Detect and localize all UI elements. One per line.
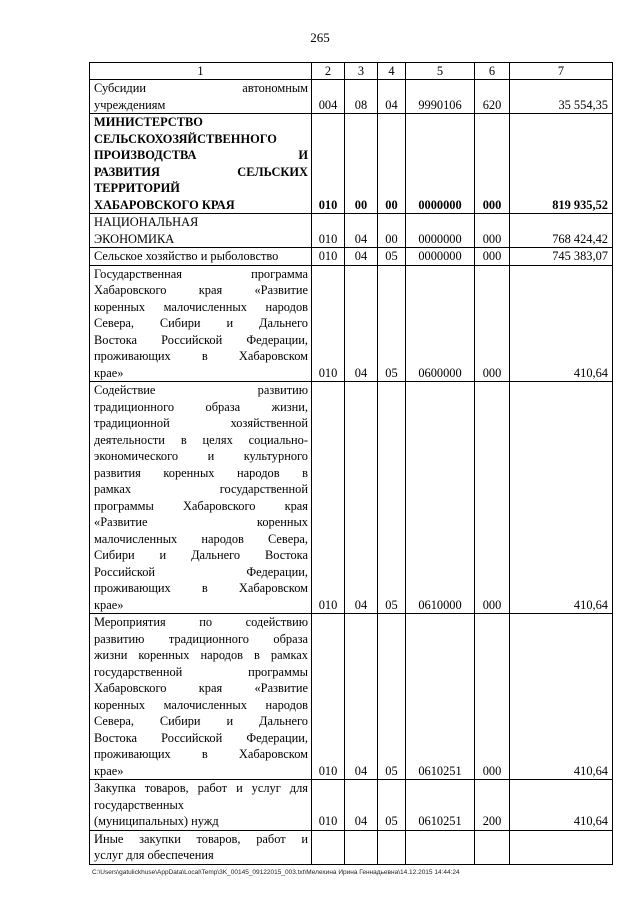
row-code-cell-2: 004 [312, 80, 345, 114]
row-code-cell-7: 35 554,35 [510, 80, 613, 114]
row-name-line: проживающих в Хабаровском [94, 581, 308, 595]
row-code-cell-3: 00 [345, 114, 378, 214]
row-name-line: Закупка товаров, работ и услуг для [94, 781, 308, 795]
row-code-cell-4: 05 [378, 780, 406, 831]
header-cell: 4 [378, 63, 406, 80]
row-name-cell [90, 614, 312, 780]
row-code-cell-6: 200 [475, 780, 510, 831]
row-name-cell [90, 830, 312, 864]
row-code-cell-2: 010 [312, 114, 345, 214]
table-row [90, 80, 613, 114]
row-code-cell-6: 000 [475, 265, 510, 382]
row-code-cell-7: 768 424,42 [510, 214, 613, 248]
row-name-line: Сельское хозяйство и рыболовство [94, 249, 279, 263]
row-code-cell-7 [510, 830, 613, 864]
row-code-cell-2: 010 [312, 248, 345, 266]
row-name-line: малочисленных народов Севера, [94, 531, 308, 546]
row-name-line: РАЗВИТИЯ СЕЛЬСКИХ [94, 164, 308, 179]
row-name-line: НАЦИОНАЛЬНАЯ [94, 215, 199, 229]
row-name-line: Востока Российской Федерации, [94, 730, 308, 745]
row-name-line: проживающих в Хабаровском [94, 349, 308, 363]
table-row [90, 780, 613, 831]
header-cell: 2 [312, 63, 345, 80]
row-code-cell-6 [475, 830, 510, 864]
row-code-cell-3 [345, 830, 378, 864]
row-code-cell-5: 0000000 [406, 248, 475, 266]
row-name-line: Хабаровского края «Развитие [94, 283, 308, 297]
row-code-cell-5: 0610000 [406, 382, 475, 614]
row-name-cell [90, 114, 312, 214]
row-name-line: СЕЛЬСКОХОЗЯЙСТВЕННОГО [94, 131, 277, 146]
row-name-line: МИНИСТЕРСТВО [94, 115, 203, 129]
row-code-cell-5: 0600000 [406, 265, 475, 382]
budget-table [89, 62, 613, 865]
row-code-cell-6: 000 [475, 214, 510, 248]
row-name-line: Российской Федерации, [94, 564, 308, 579]
row-code-cell-5: 9990106 [406, 80, 475, 114]
row-code-cell-3: 04 [345, 780, 378, 831]
row-code-cell-4: 00 [378, 214, 406, 248]
row-code-cell-6: 000 [475, 248, 510, 266]
row-code-cell-7: 819 935,52 [510, 114, 613, 214]
row-name-line: экономического и культурного [94, 449, 308, 463]
row-name-line: деятельности в целях социально- [94, 432, 308, 447]
row-code-cell-6: 000 [475, 382, 510, 614]
table-header-row [90, 63, 613, 80]
row-code-cell-2: 010 [312, 214, 345, 248]
row-code-cell-2: 010 [312, 614, 345, 780]
row-name-line: государственной программы [94, 664, 308, 679]
row-code-cell-4: 05 [378, 248, 406, 266]
row-name-cell [90, 382, 312, 614]
row-name-line: проживающих в Хабаровском [94, 747, 308, 761]
row-code-cell-4: 05 [378, 265, 406, 382]
row-name-line: традиционной хозяйственной [94, 416, 308, 430]
row-name-cell [90, 265, 312, 382]
row-code-cell-5: 0000000 [406, 214, 475, 248]
row-name-line: Государственная программа [94, 266, 308, 281]
row-name-cell [90, 248, 312, 266]
table-row [90, 265, 613, 382]
row-name-line: (муниципальных) нужд [94, 814, 219, 828]
row-code-cell-2: 010 [312, 382, 345, 614]
row-code-cell-7: 410,64 [510, 382, 613, 614]
table-row [90, 830, 613, 864]
row-code-cell-6: 620 [475, 80, 510, 114]
row-code-cell-2 [312, 830, 345, 864]
row-name-line: Содействие развитию [94, 383, 308, 397]
row-name-line: крае» [94, 365, 124, 380]
row-code-cell-7: 410,64 [510, 780, 613, 831]
row-name-cell [90, 214, 312, 248]
row-code-cell-4: 00 [378, 114, 406, 214]
row-code-cell-7: 410,64 [510, 265, 613, 382]
row-code-cell-4: 05 [378, 614, 406, 780]
row-code-cell-7: 745 383,07 [510, 248, 613, 266]
row-code-cell-3: 04 [345, 614, 378, 780]
row-code-cell-2: 010 [312, 780, 345, 831]
table-row [90, 114, 613, 214]
row-code-cell-6: 000 [475, 114, 510, 214]
header-cell: 5 [406, 63, 475, 80]
row-code-cell-3: 08 [345, 80, 378, 114]
row-code-cell-4: 05 [378, 382, 406, 614]
row-code-cell-3: 04 [345, 214, 378, 248]
row-code-cell-6: 000 [475, 614, 510, 780]
row-name-line: крае» [94, 763, 124, 778]
row-name-line: Мероприятия по содействию [94, 615, 308, 629]
header-cell: 3 [345, 63, 378, 80]
row-name-line: развитию традиционного образа [94, 631, 308, 646]
row-code-cell-5: 0610251 [406, 780, 475, 831]
row-name-line: крае» [94, 597, 124, 612]
table-row [90, 614, 613, 780]
row-code-cell-5: 0610251 [406, 614, 475, 780]
header-cell: 6 [475, 63, 510, 80]
row-name-line: Иные закупки товаров, работ и [94, 831, 308, 846]
row-name-line: коренных малочисленных народов [94, 697, 308, 712]
row-name-line: развития коренных народов в [94, 465, 308, 480]
row-code-cell-4 [378, 830, 406, 864]
row-code-cell-5 [406, 830, 475, 864]
row-name-line: ТЕРРИТОРИЙ [94, 181, 180, 195]
table-row [90, 214, 613, 248]
row-name-line: Востока Российской Федерации, [94, 332, 308, 347]
header-cell: 7 [510, 63, 613, 80]
row-name-line: Сибири и Дальнего Востока [94, 548, 308, 562]
row-code-cell-5: 0000000 [406, 114, 475, 214]
row-name-cell [90, 780, 312, 831]
row-code-cell-7: 410,64 [510, 614, 613, 780]
header-cell: 1 [90, 63, 312, 80]
row-name-line: государственных [94, 797, 185, 812]
row-name-line: Севера, Сибири и Дальнего [94, 316, 308, 330]
row-name-line: «Развитие коренных [94, 515, 308, 529]
row-name-line: ПРОИЗВОДСТВА И [94, 148, 308, 162]
row-code-cell-4: 04 [378, 80, 406, 114]
row-name-line: Хабаровского края «Развитие [94, 681, 308, 695]
row-name-line: рамках государственной [94, 482, 308, 496]
row-name-line: жизни коренных народов в рамках [94, 648, 308, 662]
page-number: 265 [310, 30, 330, 45]
row-name-line: ЭКОНОМИКА [94, 231, 175, 246]
row-name-line: Субсидии автономным [94, 81, 308, 95]
row-code-cell-2: 010 [312, 265, 345, 382]
row-name-cell [90, 80, 312, 114]
file-path-footer: C:\Users\gatulickhuse\AppData\Local\Temp\3K_00145_09122015_003.txt\Мелехина Ирина Геннадьевна\14.12.2015 14:44:24 [92, 869, 460, 876]
row-name-line: услуг для обеспечения [94, 848, 214, 862]
row-name-line: традиционного образа жизни, [94, 399, 308, 414]
row-name-line: программы Хабаровского края [94, 498, 308, 513]
row-name-line: учреждениям [94, 97, 166, 112]
row-name-line: коренных малочисленных народов [94, 299, 308, 314]
row-name-line: Севера, Сибири и Дальнего [94, 714, 308, 728]
row-code-cell-3: 04 [345, 265, 378, 382]
row-name-line: ХАБАРОВСКОГО КРАЯ [94, 197, 235, 212]
row-code-cell-3: 04 [345, 382, 378, 614]
table-row [90, 382, 613, 614]
row-code-cell-3: 04 [345, 248, 378, 266]
table-row [90, 248, 613, 266]
